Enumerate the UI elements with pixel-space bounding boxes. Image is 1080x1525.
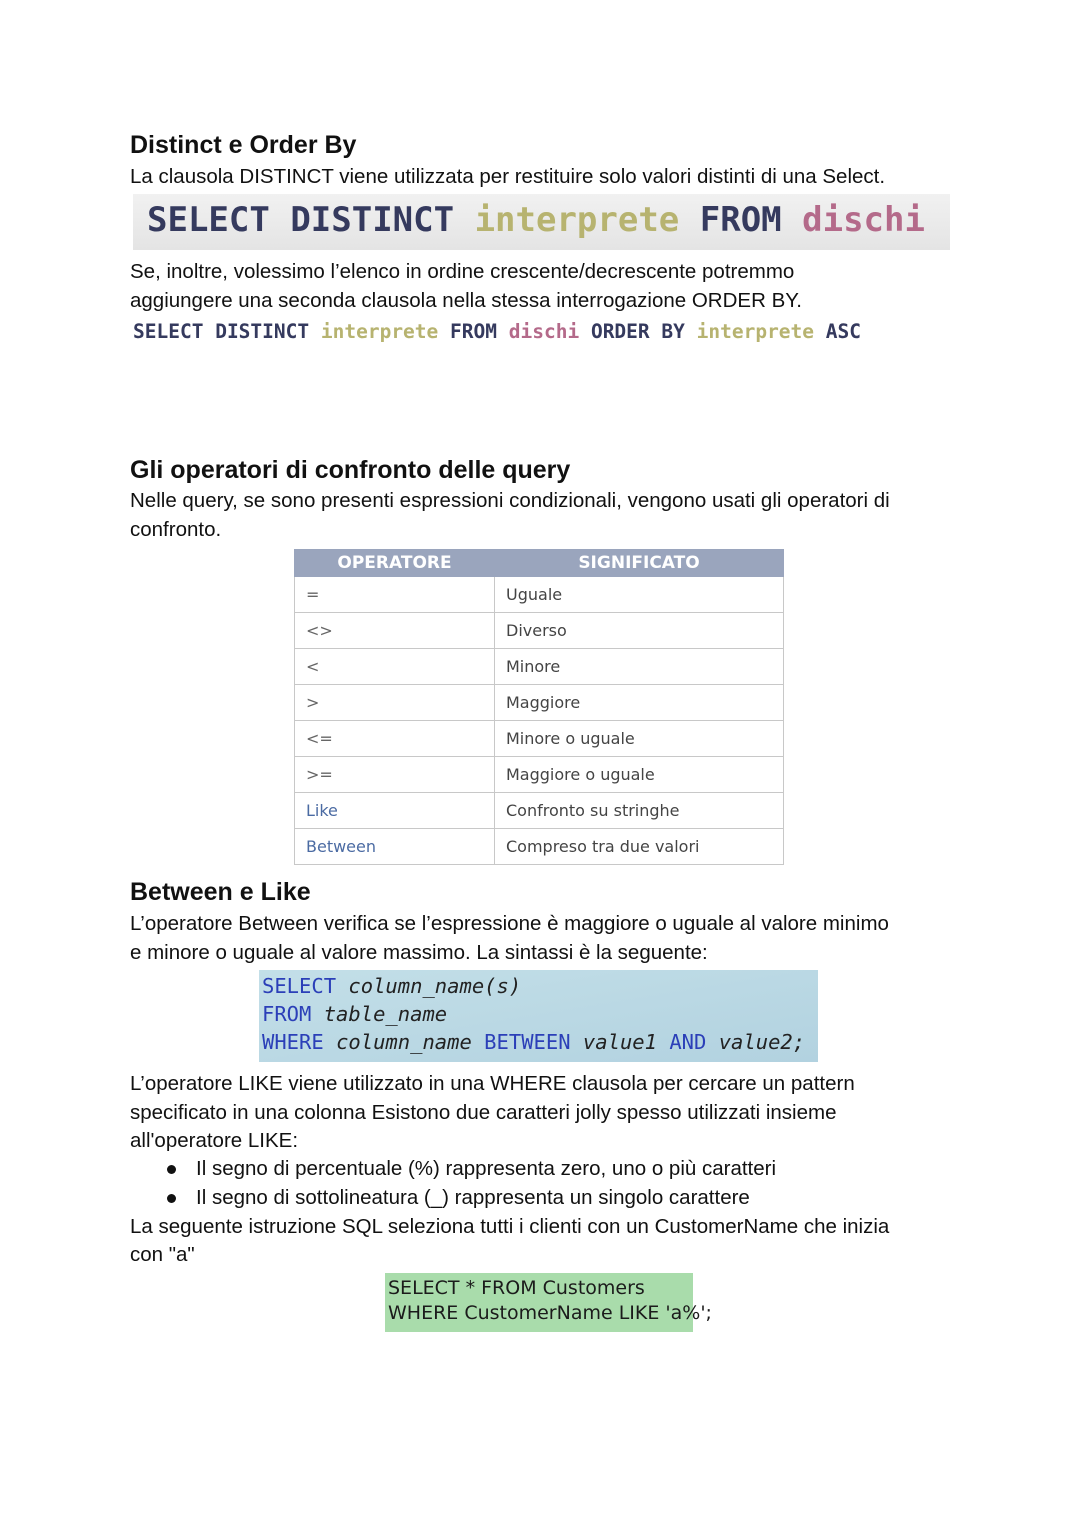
meaning-cell: Uguale (495, 577, 784, 613)
meaning-cell: Minore o uguale (495, 721, 784, 757)
arg-value1: value1 (582, 1030, 657, 1054)
kw-from: FROM (262, 1002, 312, 1026)
wildcard-list (160, 1155, 776, 1212)
kw-distinct: DISTINCT (215, 320, 310, 343)
operator-cell: < (295, 649, 495, 685)
operator-cell: <= (295, 721, 495, 757)
operators-table (294, 549, 784, 865)
operator-cell: <> (295, 613, 495, 649)
header-significato: SIGNIFICATO (495, 550, 784, 577)
meaning-cell: Maggiore o uguale (495, 757, 784, 793)
field-interprete: interprete (474, 200, 680, 240)
kw-select: SELECT (133, 320, 204, 343)
kw-asc: ASC (825, 320, 862, 343)
table-row (295, 721, 784, 757)
code-select-distinct-order-by (133, 318, 963, 348)
table-row (295, 829, 784, 865)
table-row (295, 577, 784, 613)
paragraph-order-by-line2: aggiungere una seconda clausola nella stessa interrogazione ORDER BY. (130, 289, 802, 312)
meaning-cell: Minore (495, 649, 784, 685)
bullet-icon (167, 1194, 176, 1203)
table-dischi: dischi (508, 320, 580, 343)
table-header-row (295, 550, 784, 577)
paragraph-order-by-line1: Se, inoltre, volessimo l’elenco in ordine crescente/decrescente potremmo (130, 260, 795, 283)
kw-where: WHERE (262, 1030, 324, 1054)
list-item-text: Il segno di sottolineatura (_) rappresenta un singolo carattere (196, 1185, 750, 1209)
paragraph-like-line2: specificato in una colonna Esistono due caratteri jolly spesso utilizzati insieme (130, 1101, 837, 1124)
code-select-distinct (133, 194, 950, 250)
kw-from: FROM (450, 320, 497, 343)
arg-table: table_name (323, 1002, 448, 1026)
table-row (295, 649, 784, 685)
kw-from: FROM (699, 200, 782, 240)
arg-column: column_name (336, 1030, 472, 1054)
meaning-cell: Maggiore (495, 685, 784, 721)
operator-cell: = (295, 577, 495, 613)
heading-between-like: Between e Like (130, 878, 311, 906)
header-operatore: OPERATORE (295, 550, 495, 577)
meaning-cell: Compreso tra due valori (495, 829, 784, 865)
paragraph-example-line2: con "a" (130, 1243, 195, 1266)
meaning-cell: Diverso (495, 613, 784, 649)
paragraph-like-line3: all'operatore LIKE: (130, 1129, 299, 1152)
kw-order-by: ORDER BY (590, 320, 685, 343)
arg-columns: column_name(s) (348, 974, 522, 998)
arg-value2: value2; (718, 1030, 806, 1054)
table-row (295, 757, 784, 793)
code-line (262, 972, 818, 1000)
paragraph-distinct-intro: La clausola DISTINCT viene utilizzata per restituire solo valori distinti di una Select. (130, 165, 886, 188)
bullet-icon (167, 1165, 176, 1174)
kw-select: SELECT (147, 200, 270, 240)
code-between-syntax (259, 970, 818, 1062)
code-line: WHERE CustomerName LIKE 'a%'; (388, 1302, 712, 1324)
paragraph-between-line1: L’operatore Between verifica se l’espressione è maggiore o uguale al valore minimo (130, 912, 889, 935)
meaning-cell: Confronto su stringhe (495, 793, 784, 829)
paragraph-operatori-line2: confronto. (130, 518, 222, 541)
kw-distinct: DISTINCT (290, 200, 455, 240)
operator-cell: Between (295, 829, 495, 865)
table-row (295, 793, 784, 829)
paragraph-example-line1: La seguente istruzione SQL seleziona tutti i clienti con un CustomerName che inizia (130, 1215, 890, 1238)
table-row (295, 685, 784, 721)
table-row (295, 613, 784, 649)
field-interprete-2: interprete (696, 320, 815, 343)
kw-select: SELECT (262, 974, 337, 998)
code-like-example (385, 1273, 712, 1332)
operator-cell: > (295, 685, 495, 721)
paragraph-operatori-line1: Nelle query, se sono presenti espressioni condizionali, vengono usati gli operatori di (130, 489, 890, 512)
code-line (262, 1000, 818, 1028)
list-item (160, 1155, 776, 1184)
kw-and: AND (669, 1030, 707, 1054)
kw-between: BETWEEN (484, 1030, 571, 1054)
operator-cell: Like (295, 793, 495, 829)
code-line (262, 1028, 818, 1056)
field-interprete: interprete (320, 320, 439, 343)
list-item-text: Il segno di percentuale (%) rappresenta zero, uno o più caratteri (196, 1157, 777, 1180)
heading-distinct-order-by: Distinct e Order By (130, 131, 357, 159)
list-item (160, 1184, 776, 1213)
heading-operatori-confronto: Gli operatori di confronto delle query (130, 456, 571, 484)
table-dischi: dischi (802, 200, 925, 240)
code-line: SELECT * FROM Customers (388, 1277, 645, 1299)
operator-cell: >= (295, 757, 495, 793)
paragraph-between-line2: e minore o uguale al valore massimo. La sintassi è la seguente: (130, 941, 708, 964)
paragraph-like-line1: L’operatore LIKE viene utilizzato in una WHERE clausola per cercare un pattern (130, 1072, 855, 1095)
